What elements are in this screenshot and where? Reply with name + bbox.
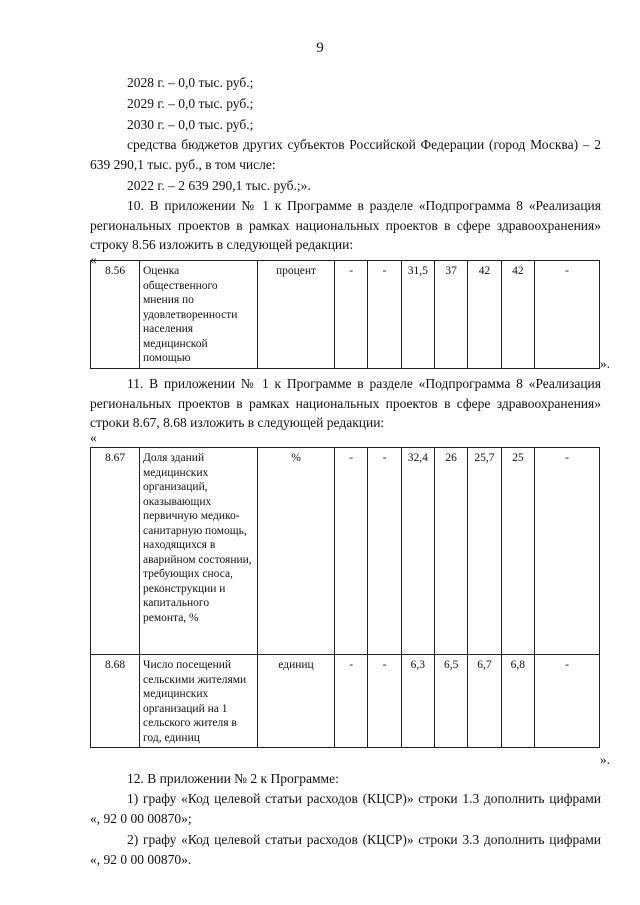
budget-line-2030: 2030 г. – 0,0 тыс. руб.; (127, 117, 254, 132)
other-budgets-paragraph: средства бюджетов других субъектов Российской Федерации (город Москва) – 2 639 290,1 тыс. руб., в том числе: (90, 137, 601, 172)
value-cell: 32,4 (401, 448, 434, 655)
value-cell: - (535, 655, 600, 748)
value-cell: - (535, 448, 600, 655)
value-cell: 42 (468, 261, 501, 369)
value-cell: 25,7 (468, 448, 501, 655)
page-number: 9 (316, 40, 324, 56)
quote-open-2: « (90, 430, 97, 445)
row-name: Оценка общественного мнения по удовлетворенности населения медицинской помощью (140, 261, 258, 369)
value-cell: 6,3 (401, 655, 434, 748)
budget-line-2028: 2028 г. – 0,0 тыс. руб.; (127, 75, 254, 90)
budget-line-2029: 2029 г. – 0,0 тыс. руб.; (127, 96, 254, 111)
row-unit: % (258, 448, 335, 655)
value-cell: - (368, 448, 401, 655)
row-code: 8.67 (91, 448, 140, 655)
item-12-point-2: 2) графу «Код целевой статьи расходов (КЦСР)» строки 3.3 дополнить цифрами «, 92 0 00 00870». (90, 832, 601, 867)
value-cell: 6,8 (501, 655, 534, 748)
year-2022-line: 2022 г. – 2 639 290,1 тыс. руб.;». (127, 178, 311, 193)
quote-open-1: « (90, 252, 97, 267)
quote-close-1: ». (599, 356, 610, 371)
item-10-paragraph: 10. В приложении № 1 к Программе в разделе «Подпрограмма 8 «Реализация региональных проектов в рамках национальных проектов в сфере здравоохранения» строку 8.56 изложить в следующей редакции: (90, 198, 601, 252)
row-unit: единиц (258, 655, 335, 748)
value-cell: - (335, 261, 368, 369)
value-cell: - (335, 655, 368, 748)
value-cell: 26 (434, 448, 467, 655)
value-cell: - (535, 261, 600, 369)
item-12-heading: 12. В приложении № 2 к Программе: (127, 771, 339, 786)
table-rows-8-67-8-68 (90, 447, 600, 748)
item-12-point-1: 1) графу «Код целевой статьи расходов (КЦСР)» строки 1.3 дополнить цифрами «, 92 0 00 00870»; (90, 791, 601, 826)
value-cell: 31,5 (401, 261, 434, 369)
value-cell: 25 (501, 448, 534, 655)
row-unit: процент (258, 261, 335, 369)
table-row-8-56-table (90, 260, 600, 369)
row-name: Доля зданий медицинских организаций, оказывающих первичную медико-санитарную помощь, находящихся в аварийном состоянии, требующих сноса, реконструкции и капитального ремонта, % (140, 448, 258, 655)
value-cell: 42 (501, 261, 534, 369)
value-cell: 6,5 (434, 655, 467, 748)
table-row (91, 448, 600, 655)
row-code: 8.68 (91, 655, 140, 748)
value-cell: - (368, 261, 401, 369)
row-code: 8.56 (91, 261, 140, 369)
table-row (91, 655, 600, 748)
table-row (91, 261, 600, 369)
quote-close-2: ». (599, 752, 610, 767)
value-cell: - (335, 448, 368, 655)
row-name: Число посещений сельскими жителями медицинских организаций на 1 сельского жителя в год, единиц (140, 655, 258, 748)
value-cell: 37 (434, 261, 467, 369)
item-11-paragraph: 11. В приложении № 1 к Программе в разделе «Подпрограмма 8 «Реализация региональных проектов в рамках национальных проектов в сфере здравоохранения» строки 8.67, 8.68 изложить в следующей редакции: (90, 376, 601, 430)
value-cell: 6,7 (468, 655, 501, 748)
value-cell: - (368, 655, 401, 748)
